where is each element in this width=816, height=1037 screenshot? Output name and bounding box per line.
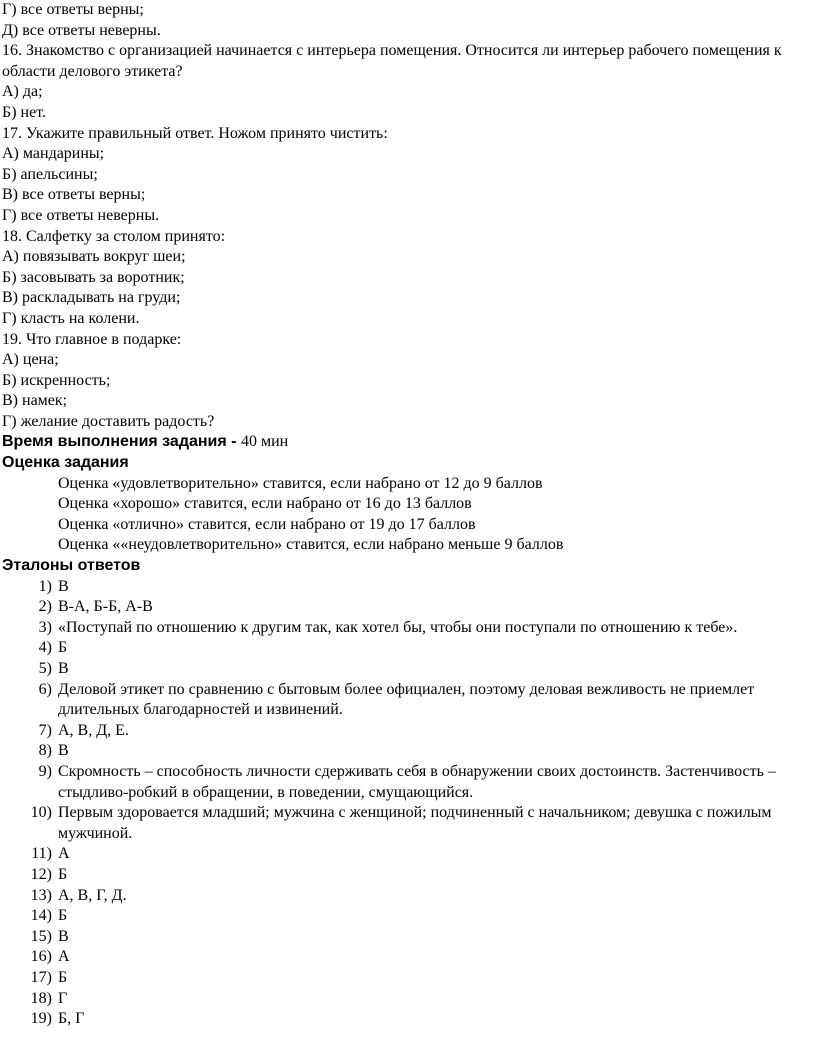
question-text: 18. Салфетку за столом принято: — [2, 227, 226, 245]
document-page — [2, 0, 814, 1030]
answer-text: В — [58, 660, 69, 677]
answers-list — [2, 577, 814, 1030]
answer-item — [2, 927, 814, 948]
question-line: А) цена; — [2, 351, 59, 369]
answer-item — [2, 865, 814, 886]
question-line: А) да; — [2, 83, 43, 101]
answer-text: Б — [58, 639, 68, 657]
answer-number: 13) — [30, 886, 52, 904]
question-line: Б) нет. — [2, 103, 46, 121]
answer-number: 3) — [38, 618, 52, 636]
answer-text: Б — [58, 907, 68, 925]
grading-line: Оценка ««неудовлетворительно» ставится, если набрано меньше 9 баллов — [58, 536, 564, 554]
answer-item — [2, 947, 814, 968]
question-line: Г) все ответы верны; — [2, 1, 144, 18]
question-line: Г) класть на колени. — [2, 309, 140, 327]
question-line: В) намек; — [2, 392, 68, 410]
questions-block — [2, 0, 814, 432]
question-line: Д) все ответы неверны. — [2, 21, 161, 39]
answer-number: 16) — [30, 948, 52, 966]
question-text: 16. Знакомство с организацией начинается с интерьера помещения. Относится ли интерьер рабочего помещения к области делового этикета? — [2, 42, 782, 80]
grading-line: Оценка «удовлетворительно» ставится, если набрано от 12 до 9 баллов — [58, 474, 543, 492]
answer-item — [2, 1009, 814, 1030]
time-line — [2, 432, 814, 453]
question-text: 17. Укажите правильный ответ. Ножом принято чистить: — [2, 124, 388, 142]
answer-text: Первым здоровается младший; мужчина с женщиной; подчиненный с начальником; девушка с пожилым мужчиной. — [58, 804, 772, 842]
question-line: Г) все ответы неверны. — [2, 206, 160, 224]
answer-item — [2, 638, 814, 659]
grading-criteria — [2, 474, 814, 556]
answer-text: «Поступай по отношению к другим так, как хотел бы, чтобы они поступали по отношению к тебе». — [58, 618, 738, 636]
answer-number: 10) — [30, 804, 52, 822]
answer-text: В — [58, 927, 69, 945]
answer-number: 5) — [38, 660, 52, 677]
answer-text: А, В, Д, Е. — [58, 721, 129, 739]
answer-text: А, В, Г, Д. — [58, 886, 127, 904]
answer-number: 12) — [30, 865, 52, 883]
question-text: 19. Что главное в подарке: — [2, 330, 182, 348]
question-line: А) повязывать вокруг шеи; — [2, 248, 186, 266]
answer-number: 11) — [31, 845, 52, 863]
time-value: 40 мин — [240, 433, 289, 451]
time-label: Время выполнения задания - — [2, 433, 241, 451]
answer-item — [2, 618, 814, 639]
answer-item — [2, 680, 814, 721]
answer-number: 9) — [38, 762, 52, 780]
answer-text: А — [58, 845, 70, 863]
answer-item — [2, 968, 814, 989]
answers-title: Эталоны ответов — [2, 557, 141, 575]
answer-text: Деловой этикет по сравнению с бытовым более официален, поэтому деловая вежливость не приемлет длительных благодарностей и извинений. — [58, 680, 755, 719]
answer-item — [2, 762, 814, 803]
answer-number: 17) — [30, 968, 52, 986]
answer-text: Б, Г — [58, 1010, 85, 1028]
question-line: Б) искренность; — [2, 371, 111, 389]
answer-text: В — [58, 577, 69, 595]
answer-number: 8) — [38, 742, 52, 760]
answer-number: 18) — [30, 989, 52, 1007]
answer-item — [2, 577, 814, 598]
question-line: В) раскладывать на груди; — [2, 289, 181, 307]
answer-item — [2, 741, 814, 762]
grading-line: Оценка «хорошо» ставится, если набрано от 16 до 13 баллов — [58, 495, 472, 513]
question-line: Б) засовывать за воротник; — [2, 268, 185, 286]
question-line: А) мандарины; — [2, 145, 105, 163]
answer-item — [2, 597, 814, 618]
question-line: Б) апельсины; — [2, 165, 98, 183]
answer-text: Г — [58, 989, 68, 1007]
answer-item — [2, 886, 814, 907]
answer-number: 4) — [38, 639, 52, 657]
answer-item — [2, 721, 814, 742]
answer-number: 6) — [38, 680, 52, 698]
answer-text: Б — [58, 865, 68, 883]
answer-item — [2, 844, 814, 865]
answer-text: А — [58, 948, 70, 966]
answer-item — [2, 803, 814, 844]
answer-item — [2, 659, 814, 680]
answer-item — [2, 989, 814, 1010]
answer-text: В — [58, 742, 69, 760]
question-line: В) все ответы верны; — [2, 186, 146, 204]
grading-line: Оценка «отлично» ставится, если набрано от 19 до 17 баллов — [58, 515, 476, 533]
answer-item — [2, 906, 814, 927]
answer-number: 15) — [30, 927, 52, 945]
grading-title: Оценка задания — [2, 454, 129, 472]
answer-number: 2) — [38, 598, 52, 616]
answer-text: Б — [58, 968, 68, 986]
answer-number: 19) — [30, 1010, 52, 1028]
answer-text: В-А, Б-Б, А-В — [58, 598, 153, 616]
answer-number: 7) — [38, 721, 52, 739]
answer-number: 1) — [38, 577, 52, 595]
answer-number: 14) — [30, 907, 52, 925]
answer-text: Скромность – способность личности сдерживать себя в обнаружении своих достоинств. Застенчивость – стыдливо-робкий в обращении, в поведении, смущающийся. — [58, 762, 776, 801]
question-line: Г) желание доставить радость? — [2, 412, 215, 430]
